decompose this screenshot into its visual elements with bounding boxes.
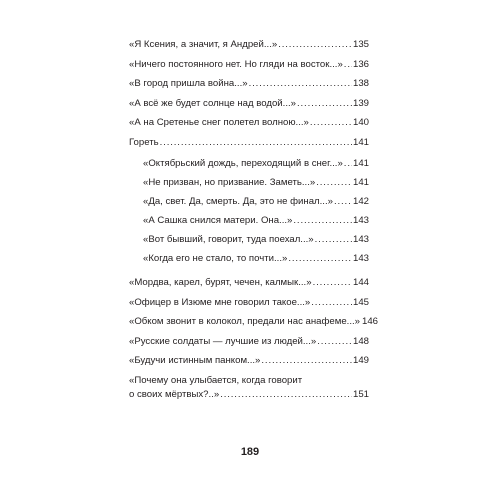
dot-leader [220,388,352,402]
toc-entry-page: 143 [352,214,369,226]
toc-entry-title: «Будучи истинным панком...» [129,355,261,366]
toc-entry-title: «А на Сретенье снег полетел волною...» [129,117,309,128]
toc-entry-page: 138 [352,78,369,89]
toc-subentry [129,157,369,171]
dot-leader [297,97,352,111]
toc-entry [129,136,369,150]
toc-entry [129,296,369,310]
toc-entry-title: «А Сашка снился матери. Она...» [143,214,293,226]
toc-entry-page: 135 [352,39,369,50]
toc-subentry [129,252,369,266]
dot-leader [310,116,352,130]
dot-leader [317,335,352,349]
dot-leader [293,214,352,228]
toc-entry-page: 140 [352,117,369,128]
toc-entry [129,335,369,349]
dot-leader [316,176,352,190]
dot-leader [261,354,352,368]
toc-entry-page: 148 [352,335,369,347]
toc-entry-page: 145 [352,296,369,308]
toc-entry-title: «Я Ксения, а значит, я Андрей...» [129,39,278,50]
dot-leader [249,77,352,91]
toc-entry [129,374,369,402]
dot-leader [278,38,352,52]
toc-subentry [129,195,369,209]
toc-entry-title: «Вот бывший, говорит, туда поехал...» [143,233,314,245]
toc-entry-page: 146 [362,316,379,327]
toc-entry [129,97,369,111]
dot-leader [344,157,352,171]
toc-entry-title: «Обком звонит в колокол, предали нас анафеме...» [129,316,360,327]
toc-entry-title-line: «Почему она улыбается, когда говорит [129,374,303,386]
toc-entry [129,38,369,52]
toc-entry [129,354,369,368]
dot-leader [311,296,352,310]
toc-entry-page: 143 [352,233,369,245]
toc-entry-title: о своих мёртвых?..» [129,388,220,400]
page-number: 189 [240,446,260,458]
toc-entry-page: 141 [352,176,369,188]
toc-subentry [129,176,369,190]
toc-entry-page: 144 [352,277,369,288]
dot-leader [344,58,352,72]
toc-entry-page: 141 [352,157,369,169]
toc-entry-title: «Да, свет. Да, смерть. Да, это не финал...» [143,195,333,207]
toc-entry-title: «Офицер в Изюме мне говорил такое...» [129,296,311,308]
toc-entry-title: Гореть [129,136,159,148]
toc-entry-page: 143 [352,252,369,264]
toc-entry [129,276,369,290]
toc-entry-title: «Октябрьский дождь, переходящий в снег...» [143,157,343,169]
toc-entry-page: 151 [352,388,369,400]
toc-entry-title: «Не призван, но призвание. Заметь...» [143,176,316,188]
toc-entry [129,77,369,91]
toc-entry-title: «Когда его не стало, то почти...» [143,252,288,264]
toc-entry-title: «Ничего постоянного нет. Но гляди на восток...» [129,58,343,70]
toc-entry-page: 141 [352,136,369,148]
toc-entry [129,116,369,130]
toc-entry-title: «А всё же будет солнце над водой...» [129,97,296,109]
dot-leader [315,233,352,247]
dot-leader [334,195,352,209]
toc-entry-page: 139 [352,97,369,109]
toc-entry [129,315,379,329]
dot-leader [288,252,352,266]
toc-subentry [129,233,369,247]
toc-entry [129,58,369,72]
toc-entry-title: «Мордва, карел, бурят, чечен, калмык...» [129,277,312,288]
toc-entry-page: 149 [352,355,369,366]
toc-entry-title: «В город пришла война...» [129,78,248,89]
toc-entry-title: «Русские солдаты — лучшие из людей...» [129,335,317,347]
toc-entry-page: 136 [352,58,369,70]
dot-leader [160,136,352,150]
dot-leader [313,276,352,290]
toc-subentry [129,214,369,228]
toc-entry-page: 142 [352,195,369,207]
